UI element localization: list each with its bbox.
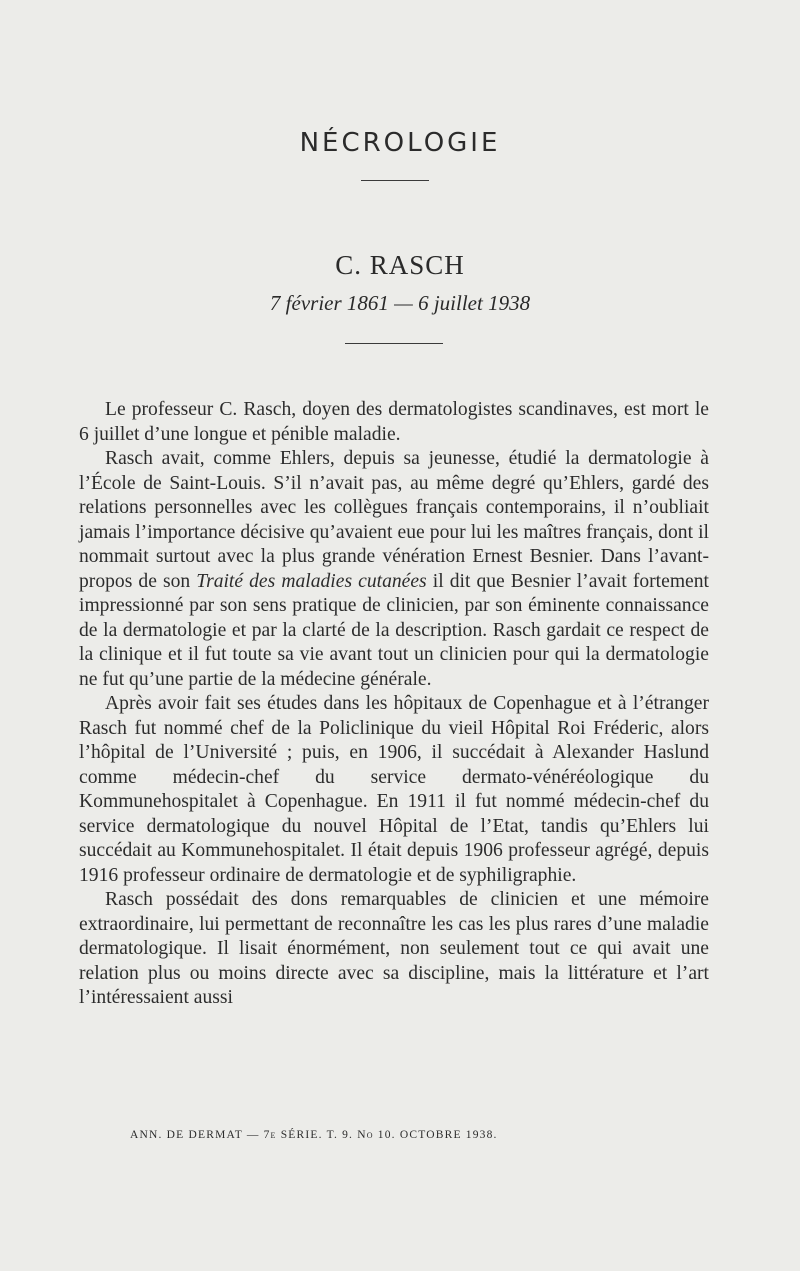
paragraph-2-part-1: Rasch avait, comme Ehlers, depuis sa jeunesse, étudié la dermatologie à l’École de Saint-Louis. S’il n’avait pas, au même degré qu’Ehlers, gardé des relations personnelles avec les collègues français contemporains, il n’oubliait jamais l’importance décisive qu’avaient eue pour lui les maîtres français, dont il nommait surtout avec la plus grande vénération Ernest Besnier. Dans l’avant-propos de son [79, 448, 709, 592]
article-body [79, 398, 709, 1011]
name-rule [345, 343, 443, 344]
paragraph-4: Rasch possédait des dons remarquables de clinicien et une mémoire extraordinaire, lui permettant de reconnaître les cas les plus rares d’une maladie dermatologique. Il lisait énormément, non seulement tout ce qui avait une relation plus ou moins directe avec sa discipline, mais la littérature et l’art l’intéressaient aussi [79, 889, 709, 1008]
book-title: Traité des maladies cutanées [196, 570, 427, 592]
journal-footer: ANN. DE DERMAT — 7e SÉRIE. T. 9. No 10. OCTOBRE 1938. [130, 1129, 498, 1141]
life-dates: 7 février 1861 — 6 juillet 1938 [269, 291, 531, 315]
paragraph-3: Après avoir fait ses études dans les hôpitaux de Copenhague et à l’étranger Rasch fut nommé chef de la Policlinique du vieil Hôpital Roi Fréderic, alors l’hôpital de l’Université ; puis, en 1906, il succédait à Alexander Haslund comme médecin-chef du service dermato-vénéréologique du Kommunehospitalet à Copenhague. En 1911 il fut nommé médecin-chef du service dermatologique du nouvel Hôpital de l’Etat, tandis qu’Ehlers lui succédait au Kommunehospitalet. Il était depuis 1906 professeur agrégé, depuis 1916 professeur ordinaire de dermatologie et de syphiligraphie. [79, 693, 709, 886]
paragraph-2-part-2: il dit que Besnier l’avait fortement impressionné par son sens pratique de clinicien, par son éminente connaissance de la dermatologie et par la clarté de la description. Rasch gardait ce respect de la clinique et il fut toute sa vie avant tout un clinicien pour qui la dermatologie ne fut qu’une partie de la médecine générale. [79, 570, 709, 690]
obituary-name: C. RASCH [335, 250, 465, 280]
title-rule [361, 180, 429, 181]
paragraph-1: Le professeur C. Rasch, doyen des dermatologistes scandinaves, est mort le 6 juillet d’une longue et pénible maladie. [79, 399, 709, 445]
section-title: NÉCROLOGIE [299, 128, 501, 158]
paragraph-2 [79, 447, 709, 692]
